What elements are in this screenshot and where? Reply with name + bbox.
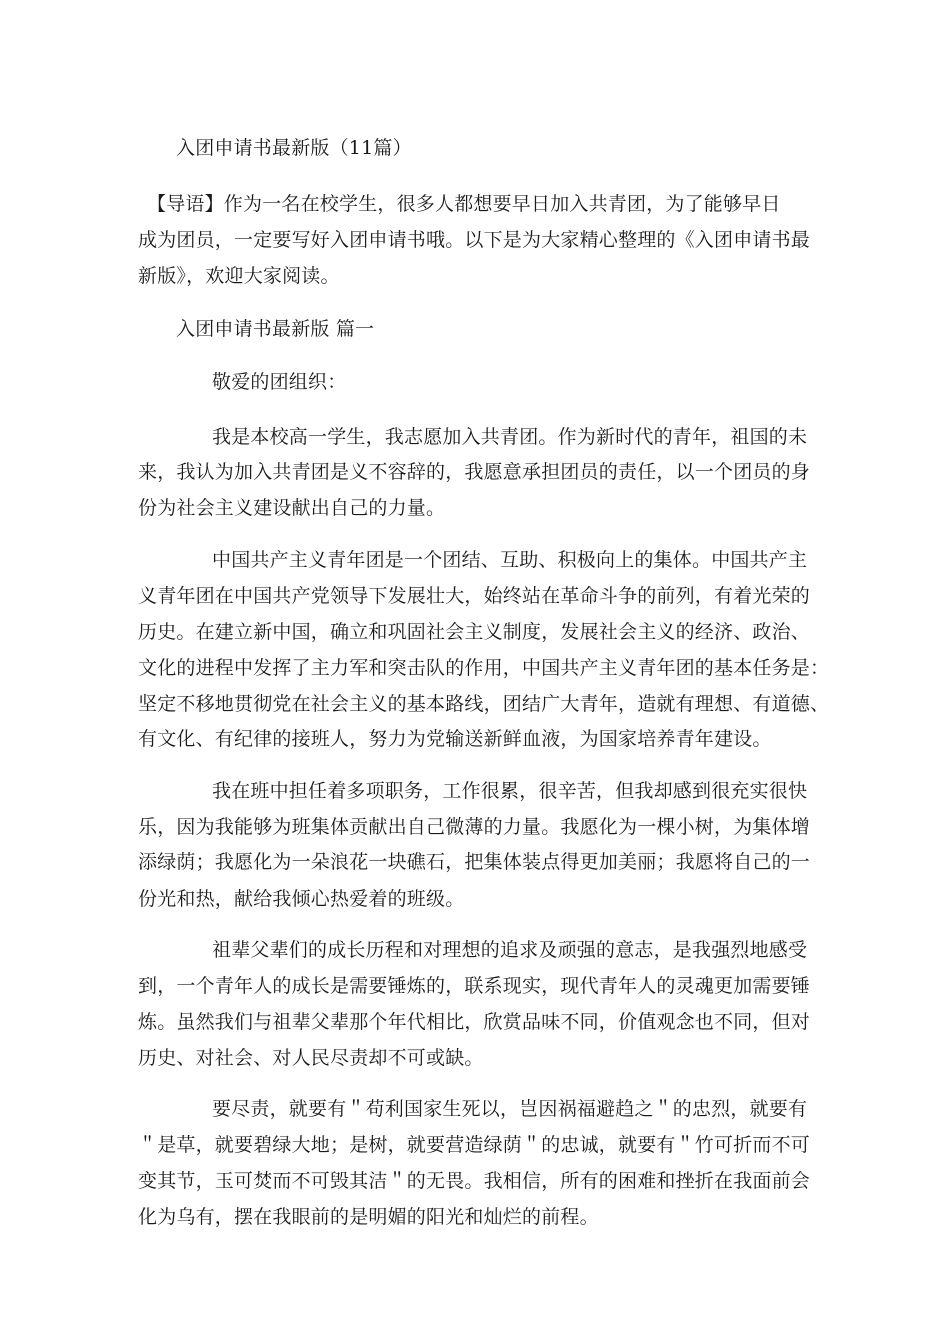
intro-line: 成为团员，一定要写好入团申请书哦。以下是为大家精心整理的《入团申请书最 [138,229,811,251]
paragraph-line: 乐，因为我能够为班集体贡献出自己微薄的力量。我愿化为一棵小树，为集体增 [138,816,811,838]
paragraph-line: 炼。虽然我们与祖辈父辈那个年代相比，欣赏品味不同，价值观念也不同，但对 [138,1011,811,1033]
paragraph-line: 祖辈父辈们的成长历程和对理想的追求及顽强的意志，是我强烈地感受 [212,939,808,961]
paragraph-line: 历史、对社会、对人民尽责却不可或缺。 [138,1047,484,1069]
paragraph-line: 份光和热，献给我倾心热爱着的班级。 [138,888,465,910]
intro-line: 【导语】作为一名在校学生，很多人都想要早日加入共青团，为了能够早日 [147,193,781,215]
intro-line: 新版》，欢迎大家阅读。 [138,265,340,287]
paragraph-line: 份为社会主义建设献出自己的力量。 [138,497,446,519]
paragraph-line: 历史。在建立新中国，确立和巩固社会主义制度，发展社会主义的经济、政治、 [138,621,811,643]
paragraph-line: 中国共产主义青年团是一个团结、互助、积极向上的集体。中国共产主 [212,549,808,571]
paragraph-line: ＂是草，就要碧绿大地；是树，就要营造绿荫＂的忠诚，就要有＂竹可折而不可 [138,1134,811,1156]
section-title: 入团申请书最新版 篇一 [176,318,375,340]
paragraph-line: 坚定不移地贯彻党在社会主义的基本路线，团结广大青年，造就有理想、有道德、 [138,693,830,715]
paragraph-line: 文化的进程中发挥了主力军和突击队的作用，中国共产主义青年团的基本任务是： [138,657,830,679]
paragraph-line: 义青年团在中国共产党领导下发展壮大，始终站在革命斗争的前列，有着光荣的 [138,585,811,607]
document-title: 入团申请书最新版（11篇） [176,137,412,159]
paragraph-line: 添绿荫；我愿化为一朵浪花一块礁石，把集体装点得更加美丽；我愿将自己的一 [138,851,811,873]
paragraph-line: 要尽责，就要有＂苟利国家生死以，岂因祸福避趋之＂的忠烈，就要有 [212,1098,808,1120]
paragraph-line: 变其节，玉可焚而不可毁其洁＂的无畏。我相信，所有的困难和挫折在我面前会 [138,1170,811,1192]
paragraph-line: 到，一个青年人的成长是需要锤炼的，联系现实，现代青年人的灵魂更加需要锤 [138,975,811,997]
paragraph-line: 化为乌有，摆在我眼前的是明媚的阳光和灿烂的前程。 [138,1206,599,1228]
salutation: 敬爱的团组织： [212,371,347,393]
paragraph-line: 来，我认为加入共青团是义不容辞的，我愿意承担团员的责任，以一个团员的身 [138,461,811,483]
paragraph-line: 我在班中担任着多项职务，工作很累，很辛苦，但我却感到很充实很快 [212,780,808,802]
paragraph-line: 有文化、有纪律的接班人，努力为党输送新鲜血液，为国家培养青年建设。 [138,728,772,750]
paragraph-line: 我是本校高一学生，我志愿加入共青团。作为新时代的青年，祖国的未 [212,426,808,448]
